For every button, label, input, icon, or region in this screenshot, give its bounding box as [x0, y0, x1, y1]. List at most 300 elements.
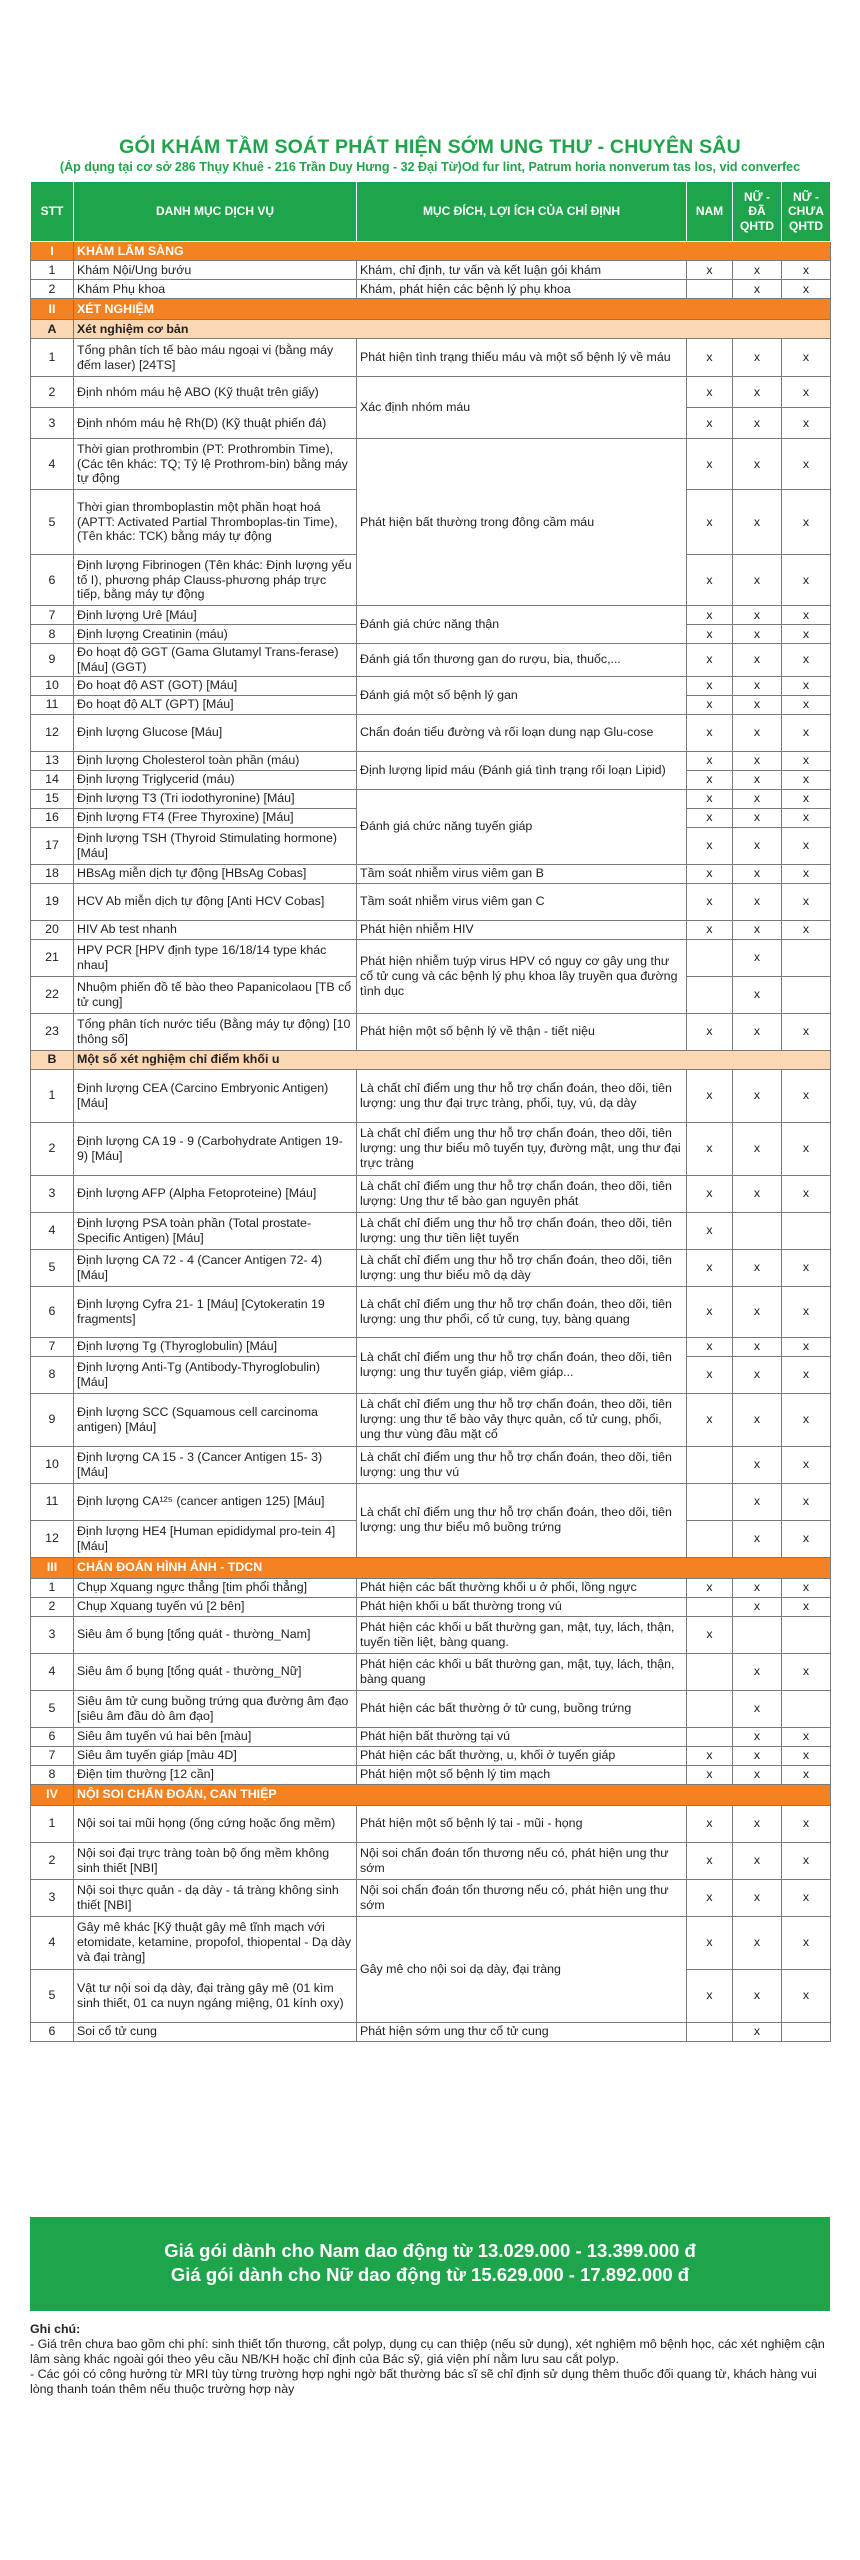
- check-nu-chua-qhtd: x: [782, 1069, 831, 1122]
- check-nu-qhtd: x: [733, 883, 782, 920]
- row-service-name: Gây mê khác [Kỹ thuật gây mê tĩnh mạch với etomidate, ketamine, propofol, thiopental - Dạ dày và đại tràng]: [74, 1916, 357, 1969]
- row-stt: 4: [31, 1653, 74, 1690]
- table-row: [31, 714, 831, 751]
- section-row: [31, 242, 831, 261]
- row-stt: 1: [31, 1069, 74, 1122]
- section-title: KHÁM LÂM SÀNG: [74, 242, 831, 261]
- row-service-name: Vật tư nội soi dạ dày, đại tràng gây mê (01 kìm sinh thiết, 01 ca nuyn ngáng miệng, 01 kính oxy): [74, 1969, 357, 2022]
- row-service-name: Nhuộm phiến đồ tế bào theo Papanicolaou [TB cổ tử cung]: [74, 976, 357, 1013]
- check-nu-qhtd: x: [733, 377, 782, 408]
- row-purpose: Tầm soát nhiễm virus viêm gan B: [357, 864, 687, 883]
- table-row: [31, 1483, 831, 1520]
- check-nu-chua-qhtd: [782, 976, 831, 1013]
- check-nu-qhtd: x: [733, 695, 782, 714]
- check-nam: x: [687, 864, 733, 883]
- check-nam: [687, 1653, 733, 1690]
- row-service-name: Định lượng Anti-Tg (Antibody-Thyroglobulin) [Máu]: [74, 1356, 357, 1393]
- check-nam: x: [687, 1805, 733, 1842]
- check-nam: x: [687, 1616, 733, 1653]
- check-nam: x: [687, 261, 733, 280]
- row-stt: 14: [31, 770, 74, 789]
- check-nam: x: [687, 339, 733, 377]
- check-nu-qhtd: x: [733, 439, 782, 490]
- row-purpose: Là chất chỉ điểm ung thư hỗ trợ chẩn đoán, theo dõi, tiên lượng: ung thư phổi, cổ tử cung, tụy, bàng quang: [357, 1286, 687, 1337]
- check-nam: [687, 280, 733, 299]
- check-nam: x: [687, 827, 733, 864]
- price-banner: [30, 2217, 830, 2311]
- table-row: [31, 377, 831, 408]
- check-nam: x: [687, 625, 733, 644]
- row-stt: 1: [31, 1805, 74, 1842]
- row-service-name: Định lượng TSH (Thyroid Stimulating hormone) [Máu]: [74, 827, 357, 864]
- table-header-row: [31, 182, 831, 242]
- check-nu-chua-qhtd: x: [782, 864, 831, 883]
- row-stt: 18: [31, 864, 74, 883]
- row-service-name: Đo hoạt độ AST (GOT) [Máu]: [74, 676, 357, 695]
- check-nu-chua-qhtd: x: [782, 1013, 831, 1050]
- check-nu-chua-qhtd: x: [782, 377, 831, 408]
- check-nu-qhtd: x: [733, 976, 782, 1013]
- row-stt: I: [31, 242, 74, 261]
- check-nu-qhtd: x: [733, 1805, 782, 1842]
- check-nam: x: [687, 920, 733, 939]
- check-nam: x: [687, 1013, 733, 1050]
- row-stt: 19: [31, 883, 74, 920]
- check-nu-qhtd: x: [733, 408, 782, 439]
- check-nu-qhtd: x: [733, 339, 782, 377]
- row-service-name: Định lượng Glucose [Máu]: [74, 714, 357, 751]
- table-row: [31, 1175, 831, 1212]
- row-service-name: Siêu âm tuyến giáp [màu 4D]: [74, 1746, 357, 1765]
- table-row: [31, 1337, 831, 1356]
- check-nu-qhtd: x: [733, 1746, 782, 1765]
- check-nam: x: [687, 1212, 733, 1249]
- row-stt: 4: [31, 439, 74, 490]
- table-row: [31, 751, 831, 770]
- subsection-title: Xét nghiệm cơ bản: [74, 320, 831, 339]
- check-nu-qhtd: x: [733, 1249, 782, 1286]
- row-stt: 4: [31, 1916, 74, 1969]
- check-nam: x: [687, 1122, 733, 1175]
- row-stt: 7: [31, 606, 74, 625]
- check-nu-qhtd: x: [733, 714, 782, 751]
- row-service-name: Tổng phân tích nước tiểu (Bằng máy tự động) [10 thông số]: [74, 1013, 357, 1050]
- check-nu-qhtd: x: [733, 1690, 782, 1727]
- row-purpose: Phát hiện bất thường trong đông cầm máu: [357, 439, 687, 606]
- row-service-name: Định lượng Tg (Thyroglobulin) [Máu]: [74, 1337, 357, 1356]
- row-stt: 6: [31, 2022, 74, 2041]
- section-title: CHẨN ĐOÁN HÌNH ẢNH - TDCN: [74, 1557, 831, 1578]
- check-nu-qhtd: x: [733, 770, 782, 789]
- row-stt: 6: [31, 1727, 74, 1746]
- check-nam: x: [687, 695, 733, 714]
- row-purpose: Là chất chỉ điểm ung thư hỗ trợ chẩn đoán, theo dõi, tiên lượng: ung thư biểu mô tuyến tụy, đường mật, ung thư đại trực tràng: [357, 1122, 687, 1175]
- check-nam: x: [687, 1969, 733, 2022]
- row-purpose: Phát hiện các khối u bất thường gan, mật, tụy, lách, thận, tuyến tiền liệt, bàng quang.: [357, 1616, 687, 1653]
- row-purpose: Đánh giá một số bệnh lý gan: [357, 676, 687, 714]
- check-nu-chua-qhtd: x: [782, 1916, 831, 1969]
- check-nu-chua-qhtd: x: [782, 1842, 831, 1879]
- check-nu-qhtd: x: [733, 1916, 782, 1969]
- row-stt: 2: [31, 1842, 74, 1879]
- table-row: [31, 339, 831, 377]
- check-nam: [687, 1483, 733, 1520]
- table-row: [31, 1653, 831, 1690]
- table-row: [31, 864, 831, 883]
- row-stt: 5: [31, 1249, 74, 1286]
- row-purpose: Phát hiện nhiễm tuýp virus HPV có nguy cơ gây ung thư cổ tử cung và các bệnh lý phụ khoa lây truyền qua đường tình dục: [357, 939, 687, 1013]
- table-row: [31, 1879, 831, 1916]
- row-service-name: Đo hoạt độ ALT (GPT) [Máu]: [74, 695, 357, 714]
- check-nu-qhtd: x: [733, 1578, 782, 1597]
- check-nam: x: [687, 1286, 733, 1337]
- row-purpose: Đánh giá chức năng thận: [357, 606, 687, 644]
- header-service: DANH MỤC DỊCH VỤ: [74, 182, 357, 242]
- check-nu-qhtd: x: [733, 606, 782, 625]
- row-purpose: Phát hiện một số bệnh lý về thận - tiết niệu: [357, 1013, 687, 1050]
- check-nu-qhtd: x: [733, 1393, 782, 1446]
- check-nu-qhtd: x: [733, 1969, 782, 2022]
- row-stt: 2: [31, 1597, 74, 1616]
- subsection-title: Một số xét nghiệm chỉ điểm khối u: [74, 1050, 831, 1069]
- row-purpose: Là chất chỉ điểm ung thư hỗ trợ chẩn đoán, theo dõi, tiên lượng: ung thư biểu mô dạ dày: [357, 1249, 687, 1286]
- check-nu-chua-qhtd: [782, 1212, 831, 1249]
- row-stt: A: [31, 320, 74, 339]
- row-stt: 9: [31, 644, 74, 677]
- row-purpose: Là chất chỉ điểm ung thư hỗ trợ chẩn đoán, theo dõi, tiên lượng: ung thư vú: [357, 1446, 687, 1483]
- table-row: [31, 1690, 831, 1727]
- row-service-name: Chụp Xquang tuyến vú [2 bên]: [74, 1597, 357, 1616]
- service-table: [30, 181, 831, 2042]
- notes-line-2: - Các gói có công hưởng từ MRI tùy từng trường hợp nghi ngờ bất thường bác sĩ sẽ chỉ định sử dụng thêm thuốc đối quang từ, khách hàng vui lòng thanh toán thêm nếu thuộc trường hợp này: [30, 2367, 817, 2396]
- check-nu-chua-qhtd: x: [782, 808, 831, 827]
- check-nam: x: [687, 555, 733, 606]
- check-nu-qhtd: x: [733, 1483, 782, 1520]
- header-stt: STT: [31, 182, 74, 242]
- check-nu-qhtd: x: [733, 280, 782, 299]
- row-service-name: Định lượng CA¹²⁵ (cancer antigen 125) [Máu]: [74, 1483, 357, 1520]
- row-purpose: Phát hiện các bất thường, u, khối ở tuyến giáp: [357, 1746, 687, 1765]
- row-service-name: Siêu âm tử cung buồng trứng qua đường âm đạo [siêu âm đầu dò âm đạo]: [74, 1690, 357, 1727]
- row-stt: 10: [31, 676, 74, 695]
- check-nu-chua-qhtd: x: [782, 920, 831, 939]
- row-purpose: Phát hiện nhiễm HIV: [357, 920, 687, 939]
- row-purpose: Là chất chỉ điểm ung thư hỗ trợ chẩn đoán, theo dõi, tiên lượng: ung thư biểu mô buồng trứng: [357, 1483, 687, 1557]
- row-service-name: Nội soi đại trực tràng toàn bộ ống mềm không sinh thiết [NBI]: [74, 1842, 357, 1879]
- check-nu-chua-qhtd: x: [782, 261, 831, 280]
- table-row: [31, 1805, 831, 1842]
- row-stt: 8: [31, 1765, 74, 1784]
- check-nu-qhtd: x: [733, 1013, 782, 1050]
- check-nu-chua-qhtd: x: [782, 789, 831, 808]
- row-stt: 5: [31, 490, 74, 555]
- check-nu-chua-qhtd: x: [782, 1653, 831, 1690]
- row-purpose: Phát hiện tình trạng thiếu máu và một số bệnh lý về máu: [357, 339, 687, 377]
- check-nu-chua-qhtd: x: [782, 1356, 831, 1393]
- check-nam: x: [687, 883, 733, 920]
- row-service-name: Định lượng FT4 (Free Thyroxine) [Máu]: [74, 808, 357, 827]
- check-nu-qhtd: x: [733, 1765, 782, 1784]
- check-nu-chua-qhtd: x: [782, 1520, 831, 1557]
- check-nu-qhtd: x: [733, 920, 782, 939]
- check-nu-chua-qhtd: x: [782, 1805, 831, 1842]
- row-stt: 10: [31, 1446, 74, 1483]
- check-nam: x: [687, 1842, 733, 1879]
- check-nu-chua-qhtd: [782, 2022, 831, 2041]
- row-service-name: Định lượng HE4 [Human epididymal pro-tein 4] [Máu]: [74, 1520, 357, 1557]
- table-row: [31, 1249, 831, 1286]
- row-purpose: Phát hiện các bất thường ở tử cung, buồng trứng: [357, 1690, 687, 1727]
- row-stt: 11: [31, 695, 74, 714]
- check-nu-chua-qhtd: x: [782, 1969, 831, 2022]
- row-service-name: Siêu âm tuyến vú hai bên [màu]: [74, 1727, 357, 1746]
- row-service-name: HPV PCR [HPV định type 16/18/14 type khác nhau]: [74, 939, 357, 976]
- check-nu-qhtd: [733, 1212, 782, 1249]
- notes: [30, 2322, 830, 2397]
- check-nu-chua-qhtd: x: [782, 1393, 831, 1446]
- check-nu-qhtd: x: [733, 939, 782, 976]
- check-nu-qhtd: x: [733, 1069, 782, 1122]
- check-nam: x: [687, 770, 733, 789]
- check-nu-qhtd: [733, 1616, 782, 1653]
- check-nu-qhtd: x: [733, 1727, 782, 1746]
- check-nu-qhtd: x: [733, 1879, 782, 1916]
- check-nu-chua-qhtd: x: [782, 439, 831, 490]
- check-nu-chua-qhtd: x: [782, 827, 831, 864]
- page-subtitle: (Áp dụng tại cơ sở 286 Thụy Khuê - 216 Trần Duy Hưng - 32 Đại Từ)Od fur lint, Patrum horia nonverum tas los, vid converfec: [59, 160, 801, 174]
- row-stt: 8: [31, 625, 74, 644]
- row-stt: 13: [31, 751, 74, 770]
- table-row: [31, 280, 831, 299]
- row-stt: 21: [31, 939, 74, 976]
- row-stt: 23: [31, 1013, 74, 1050]
- check-nam: x: [687, 1746, 733, 1765]
- row-stt: 22: [31, 976, 74, 1013]
- table-row: [31, 1727, 831, 1746]
- row-stt: 3: [31, 1879, 74, 1916]
- check-nu-qhtd: x: [733, 808, 782, 827]
- price-female: Giá gói dành cho Nữ dao động từ 15.629.000 - 17.892.000 đ: [170, 2264, 690, 2285]
- check-nu-chua-qhtd: x: [782, 606, 831, 625]
- table-row: [31, 939, 831, 976]
- row-service-name: Tổng phân tích tế bào máu ngoại vi (bằng máy đếm laser) [24TS]: [74, 339, 357, 377]
- row-service-name: Khám Phụ khoa: [74, 280, 357, 299]
- row-service-name: Định nhóm máu hệ ABO (Kỹ thuật trên giấy): [74, 377, 357, 408]
- page-title: GÓI KHÁM TẦM SOÁT PHÁT HIỆN SỚM UNG THƯ - CHUYÊN SÂU: [119, 136, 741, 158]
- check-nu-qhtd: x: [733, 1122, 782, 1175]
- table-row: [31, 1446, 831, 1483]
- table-row: [31, 920, 831, 939]
- check-nu-qhtd: x: [733, 490, 782, 555]
- section-title: NỘI SOI CHẨN ĐOÁN, CAN THIỆP: [74, 1784, 831, 1805]
- table-row: [31, 261, 831, 280]
- check-nu-chua-qhtd: x: [782, 1446, 831, 1483]
- row-stt: 3: [31, 1175, 74, 1212]
- check-nam: x: [687, 808, 733, 827]
- check-nu-chua-qhtd: x: [782, 1578, 831, 1597]
- table-row: [31, 789, 831, 808]
- check-nu-chua-qhtd: x: [782, 644, 831, 677]
- row-stt: III: [31, 1557, 74, 1578]
- row-purpose: Tầm soát nhiễm virus viêm gan C: [357, 883, 687, 920]
- price-male: Giá gói dành cho Nam dao động từ 13.029.000 - 13.399.000 đ: [164, 2240, 696, 2261]
- subsection-row: [31, 320, 831, 339]
- row-stt: 7: [31, 1337, 74, 1356]
- check-nu-qhtd: x: [733, 1842, 782, 1879]
- check-nu-chua-qhtd: x: [782, 770, 831, 789]
- row-service-name: Định lượng Cholesterol toàn phần (máu): [74, 751, 357, 770]
- row-purpose: Nội soi chẩn đoán tổn thương nếu có, phát hiện ung thư sớm: [357, 1879, 687, 1916]
- check-nu-qhtd: x: [733, 1175, 782, 1212]
- table-row: [31, 644, 831, 677]
- row-service-name: Định lượng PSA toàn phần (Total prostate-Specific Antigen) [Máu]: [74, 1212, 357, 1249]
- row-service-name: Thời gian prothrombin (PT: Prothrombin Time), (Các tên khác: TQ; Tỷ lệ Prothrom-bin) bằng máy tự động: [74, 439, 357, 490]
- check-nam: [687, 976, 733, 1013]
- notes-title: Ghi chú:: [30, 2322, 81, 2336]
- section-row: [31, 1784, 831, 1805]
- row-purpose: Gây mê cho nội soi dạ dày, đại tràng: [357, 1916, 687, 2022]
- check-nam: x: [687, 1393, 733, 1446]
- check-nam: x: [687, 1249, 733, 1286]
- check-nu-qhtd: x: [733, 751, 782, 770]
- row-service-name: Siêu âm ổ bụng [tổng quát - thường_Nam]: [74, 1616, 357, 1653]
- row-service-name: Định lượng SCC (Squamous cell carcinoma antigen) [Máu]: [74, 1393, 357, 1446]
- check-nam: [687, 2022, 733, 2041]
- check-nam: [687, 1690, 733, 1727]
- check-nu-chua-qhtd: x: [782, 676, 831, 695]
- row-service-name: Khám Nội/Ung bướu: [74, 261, 357, 280]
- check-nu-qhtd: x: [733, 644, 782, 677]
- row-stt: 20: [31, 920, 74, 939]
- row-stt: 2: [31, 280, 74, 299]
- section-row: [31, 299, 831, 320]
- row-purpose: Nội soi chẩn đoán tổn thương nếu có, phát hiện ung thư sớm: [357, 1842, 687, 1879]
- row-service-name: Định lượng CA 72 - 4 (Cancer Antigen 72- 4) [Máu]: [74, 1249, 357, 1286]
- check-nu-qhtd: x: [733, 1356, 782, 1393]
- check-nu-chua-qhtd: x: [782, 490, 831, 555]
- row-stt: 2: [31, 1122, 74, 1175]
- row-purpose: Phát hiện các bất thường khối u ở phổi, lồng ngực: [357, 1578, 687, 1597]
- header-nu-chua-qhtd: NỮ - CHƯA QHTD: [782, 182, 831, 242]
- table-row: [31, 1616, 831, 1653]
- check-nu-chua-qhtd: x: [782, 1483, 831, 1520]
- header-nu-qhtd: NỮ - ĐÃ QHTD: [733, 182, 782, 242]
- header-nam: NAM: [687, 182, 733, 242]
- row-service-name: Soi cổ tử cung: [74, 2022, 357, 2041]
- row-service-name: HBsAg miễn dịch tự động [HBsAg Cobas]: [74, 864, 357, 883]
- row-service-name: Định lượng Cyfra 21- 1 [Máu] [Cytokeratin 19 fragments]: [74, 1286, 357, 1337]
- check-nu-chua-qhtd: x: [782, 751, 831, 770]
- check-nam: [687, 1597, 733, 1616]
- check-nu-chua-qhtd: x: [782, 339, 831, 377]
- row-service-name: Định lượng Fibrinogen (Tên khác: Định lượng yếu tố I), phương pháp Clauss-phương pháp trực tiếp, bằng máy tự động: [74, 555, 357, 606]
- section-title: XÉT NGHIỆM: [74, 299, 831, 320]
- row-stt: 4: [31, 1212, 74, 1249]
- check-nu-qhtd: x: [733, 1653, 782, 1690]
- row-service-name: Định lượng CA 15 - 3 (Cancer Antigen 15- 3) [Máu]: [74, 1446, 357, 1483]
- row-stt: II: [31, 299, 74, 320]
- table-row: [31, 1013, 831, 1050]
- row-purpose: Là chất chỉ điểm ung thư hỗ trợ chẩn đoán, theo dõi, tiên lượng: ung thư tế bào vảy thực quản, cổ tử cung, phổi, ung thư vùng đầu mặt cổ: [357, 1393, 687, 1446]
- row-service-name: Đo hoạt độ GGT (Gama Glutamyl Trans-ferase) [Máu] (GGT): [74, 644, 357, 677]
- row-stt: 3: [31, 1616, 74, 1653]
- row-stt: 7: [31, 1746, 74, 1765]
- check-nu-chua-qhtd: x: [782, 625, 831, 644]
- check-nam: x: [687, 1337, 733, 1356]
- row-stt: 12: [31, 714, 74, 751]
- table-row: [31, 1212, 831, 1249]
- row-purpose: Đánh giá tổn thương gan do rượu, bia, thuốc,...: [357, 644, 687, 677]
- table-row: [31, 2022, 831, 2041]
- section-row: [31, 1557, 831, 1578]
- check-nam: x: [687, 377, 733, 408]
- row-purpose: Phát hiện một số bệnh lý tim mạch: [357, 1765, 687, 1784]
- row-stt: 1: [31, 339, 74, 377]
- row-service-name: Nội soi tai mũi họng (ống cứng hoặc ống mềm): [74, 1805, 357, 1842]
- row-stt: 12: [31, 1520, 74, 1557]
- check-nam: x: [687, 1175, 733, 1212]
- check-nu-qhtd: x: [733, 1520, 782, 1557]
- check-nu-chua-qhtd: x: [782, 555, 831, 606]
- check-nam: x: [687, 1578, 733, 1597]
- row-service-name: Định nhóm máu hệ Rh(D) (Kỹ thuật phiến đá): [74, 408, 357, 439]
- header-purpose: MỤC ĐÍCH, LỢI ÍCH CỦA CHỈ ĐỊNH: [357, 182, 687, 242]
- row-stt: 3: [31, 408, 74, 439]
- check-nam: x: [687, 408, 733, 439]
- row-stt: 5: [31, 1969, 74, 2022]
- check-nam: x: [687, 751, 733, 770]
- table-row: [31, 1746, 831, 1765]
- row-purpose: Phát hiện khối u bất thường trong vú: [357, 1597, 687, 1616]
- check-nu-chua-qhtd: x: [782, 1879, 831, 1916]
- check-nu-chua-qhtd: x: [782, 1765, 831, 1784]
- check-nu-qhtd: x: [733, 625, 782, 644]
- row-purpose: Định lượng lipid máu (Đánh giá tình trạng rối loạn Lipid): [357, 751, 687, 789]
- table-row: [31, 676, 831, 695]
- row-stt: 1: [31, 261, 74, 280]
- table-row: [31, 1597, 831, 1616]
- check-nu-qhtd: x: [733, 789, 782, 808]
- check-nu-qhtd: x: [733, 2022, 782, 2041]
- check-nu-chua-qhtd: x: [782, 1597, 831, 1616]
- row-purpose: Phát hiện các khối u bất thường gan, mật, tụy, lách, thận, bàng quang: [357, 1653, 687, 1690]
- check-nu-chua-qhtd: x: [782, 1337, 831, 1356]
- check-nu-chua-qhtd: x: [782, 1727, 831, 1746]
- check-nam: [687, 1727, 733, 1746]
- row-purpose: Phát hiện sớm ung thư cổ tử cung: [357, 2022, 687, 2041]
- check-nu-chua-qhtd: [782, 939, 831, 976]
- row-stt: 17: [31, 827, 74, 864]
- row-purpose: Là chất chỉ điểm ung thư hỗ trợ chẩn đoán, theo dõi, tiên lượng: ung thư tuyến giáp, viêm giáp...: [357, 1337, 687, 1393]
- check-nam: [687, 1520, 733, 1557]
- row-stt: IV: [31, 1784, 74, 1805]
- check-nam: x: [687, 490, 733, 555]
- row-service-name: Định lượng CEA (Carcino Embryonic Antigen) [Máu]: [74, 1069, 357, 1122]
- check-nu-qhtd: x: [733, 827, 782, 864]
- check-nu-chua-qhtd: [782, 1616, 831, 1653]
- check-nu-chua-qhtd: x: [782, 714, 831, 751]
- check-nu-qhtd: x: [733, 261, 782, 280]
- table-row: [31, 1393, 831, 1446]
- table-row: [31, 1842, 831, 1879]
- check-nam: x: [687, 1916, 733, 1969]
- row-service-name: Điện tim thường [12 cần]: [74, 1765, 357, 1784]
- check-nu-qhtd: x: [733, 555, 782, 606]
- row-purpose: Xác định nhóm máu: [357, 377, 687, 439]
- row-stt: 6: [31, 555, 74, 606]
- check-nu-qhtd: x: [733, 1446, 782, 1483]
- check-nam: x: [687, 439, 733, 490]
